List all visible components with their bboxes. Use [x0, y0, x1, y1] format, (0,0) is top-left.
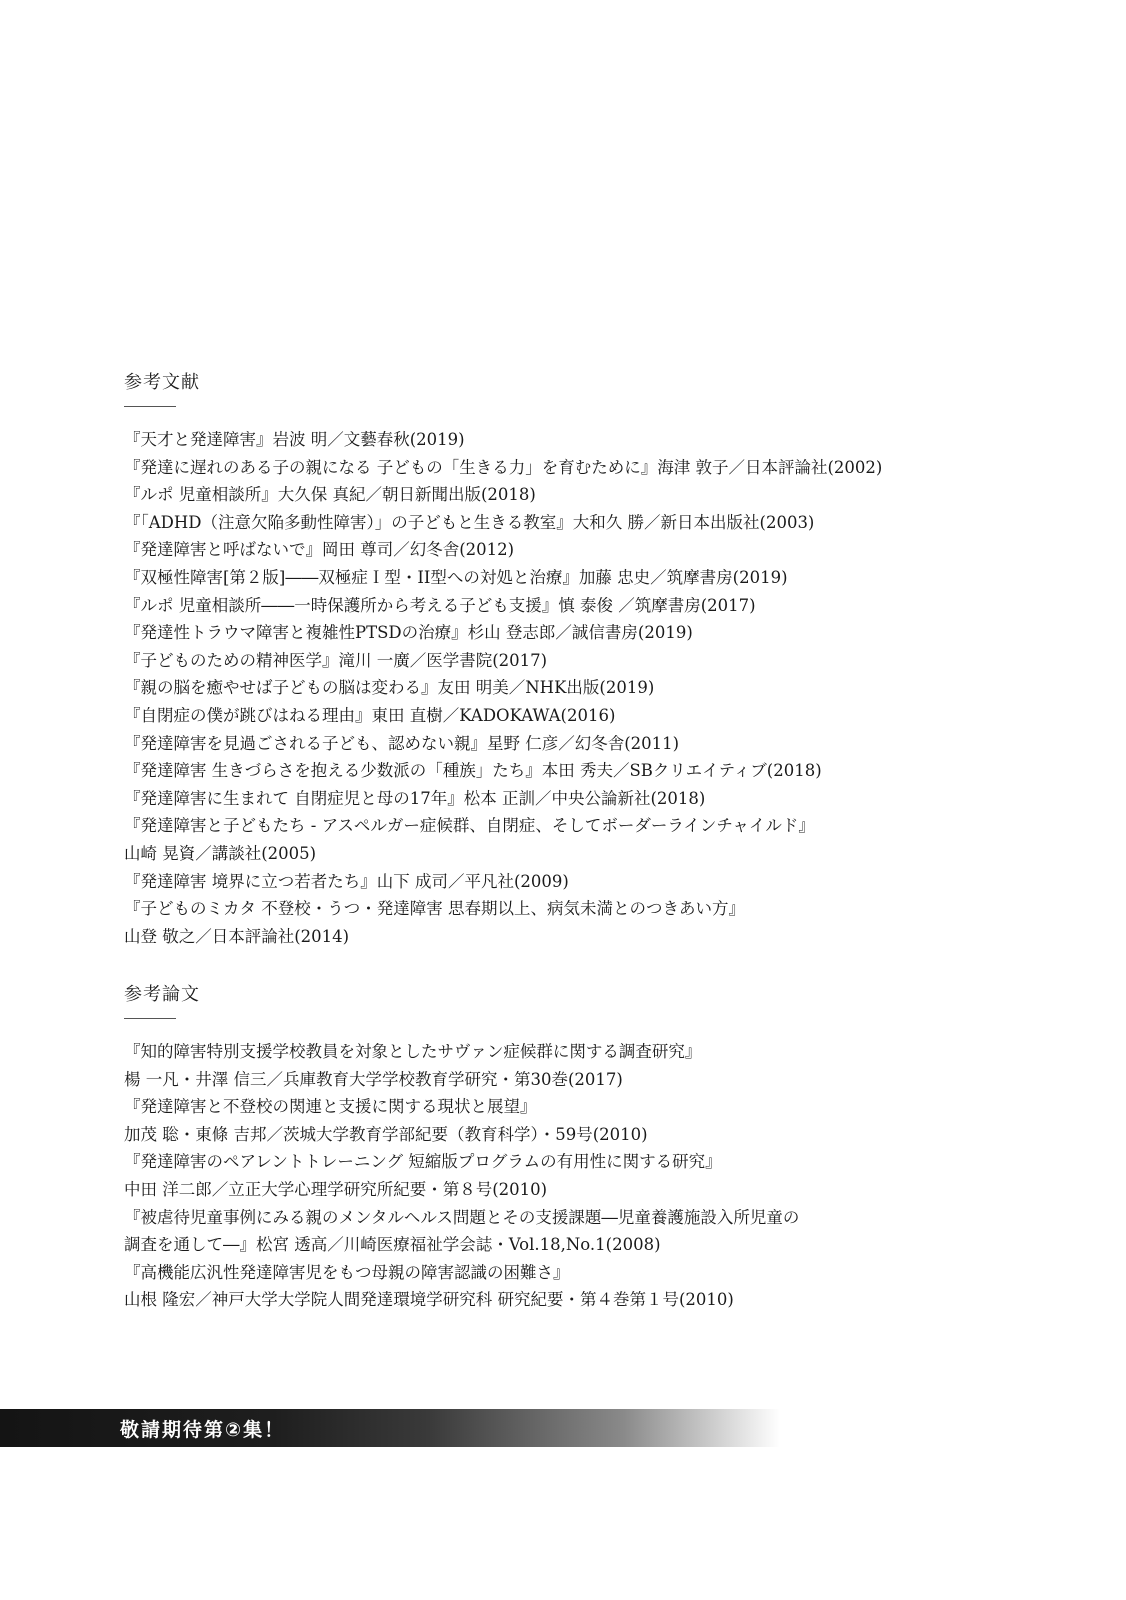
paper-reference-item: 加茂 聡・東條 吉邦／茨城大学教育学部紀要（教育科学）・59号(2010) [124, 1124, 648, 1144]
book-reference-item: 『発達障害に生まれて 自閉症児と母の17年』松本 正訓／中央公論新社(2018) [124, 788, 706, 808]
paper-reference-list [124, 1038, 799, 1314]
book-reference-item: 『発達性トラウマ障害と複雑性PTSDの治療』杉山 登志郎／誠信書房(2019) [124, 623, 693, 643]
footer-banner [0, 1409, 780, 1447]
book-reference-list [124, 426, 882, 950]
book-reference-item: 『「ADHD（注意欠陥多動性障害）」の子どもと生きる教室』大和久 勝／新日本出版社(2003) [124, 512, 815, 532]
paper-reference-item: 『知的障害特別支援学校教員を対象としたサヴァン症候群に関する調査研究』 [124, 1042, 702, 1061]
book-reference-item: 『発達障害を見過ごされる子ども、認めない親』星野 仁彦／幻冬舎(2011) [124, 733, 680, 753]
book-reference-item: 『ルポ 児童相談所――一時保護所から考える子ども支援』慎 泰俊 ／筑摩書房(2017) [124, 595, 756, 615]
book-reference-item: 『子どものための精神医学』滝川 一廣／医学書院(2017) [124, 650, 548, 670]
book-reference-item: 『発達障害 生きづらさを抱える少数派の「種族」たち』本田 秀夫／SBクリエイティブ(2018) [124, 761, 822, 781]
book-reference-item: 『発達障害 境界に立つ若者たち』山下 成司／平凡社(2009) [124, 871, 569, 891]
references-papers-heading: 参考論文 [124, 984, 200, 1005]
book-reference-item: 山登 敬之／日本評論社(2014) [124, 926, 350, 946]
book-reference-item: 『双極性障害[第２版]――双極症Ｉ型・II型への対処と治療』加藤 忠史／筑摩書房(2019) [124, 567, 788, 587]
book-reference-item: 『発達障害と呼ばないで』岡田 尊司／幻冬舎(2012) [124, 540, 515, 560]
books-heading-rule [124, 406, 176, 407]
paper-reference-item: 山根 隆宏／神戸大学大学院人間発達環境学研究科 研究紀要・第４巻第１号(2010) [124, 1290, 734, 1310]
paper-reference-item: 楊 一凡・井澤 信三／兵庫教育大学学校教育学研究・第30巻(2017) [124, 1069, 623, 1089]
papers-heading-rule [124, 1018, 176, 1019]
paper-reference-item: 『高機能広汎性発達障害児をもつ母親の障害認識の困難さ』 [124, 1262, 570, 1282]
book-reference-item: 『天才と発達障害』岩波 明／文藝春秋(2019) [124, 430, 465, 449]
book-reference-item: 『子どものミカタ 不登校・うつ・発達障害 思春期以上、病気未満とのつきあい方』 [124, 899, 745, 919]
book-reference-item: 山崎 晃資／講談社(2005) [124, 843, 317, 863]
book-reference-item: 『自閉症の僕が跳びはねる理由』東田 直樹／KADOKAWA(2016) [124, 705, 616, 725]
references-books-heading: 参考文献 [124, 372, 200, 393]
paper-reference-item: 『発達障害のペアレントトレーニング 短縮版プログラムの有用性に関する研究』 [124, 1152, 722, 1172]
book-reference-item: 『ルポ 児童相談所』大久保 真紀／朝日新聞出版(2018) [124, 485, 536, 505]
book-reference-item: 『発達障害と子どもたち - アスペルガー症候群、自閉症、そしてボーダーラインチャイルド』 [124, 816, 815, 836]
footer-teaser-text: 敬請期待第②集！ [120, 1419, 286, 1441]
paper-reference-item: 調査を通して―』松宮 透高／川崎医療福祉学会誌・Vol.18,No.1(2008) [124, 1235, 661, 1255]
paper-reference-item: 『発達障害と不登校の関連と支援に関する現状と展望』 [124, 1097, 537, 1117]
book-reference-item: 『発達に遅れのある子の親になる 子どもの「生きる力」を育むために』海津 敦子／日本評論社(2002) [124, 457, 883, 477]
book-reference-item: 『親の脳を癒やせば子どもの脳は変わる』友田 明美／NHK出版(2019) [124, 678, 655, 698]
paper-reference-item: 中田 洋二郎／立正大学心理学研究所紀要・第８号(2010) [124, 1179, 548, 1199]
paper-reference-item: 『被虐待児童事例にみる親のメンタルヘルス問題とその支援課題―児童養護施設入所児童の [124, 1207, 800, 1227]
